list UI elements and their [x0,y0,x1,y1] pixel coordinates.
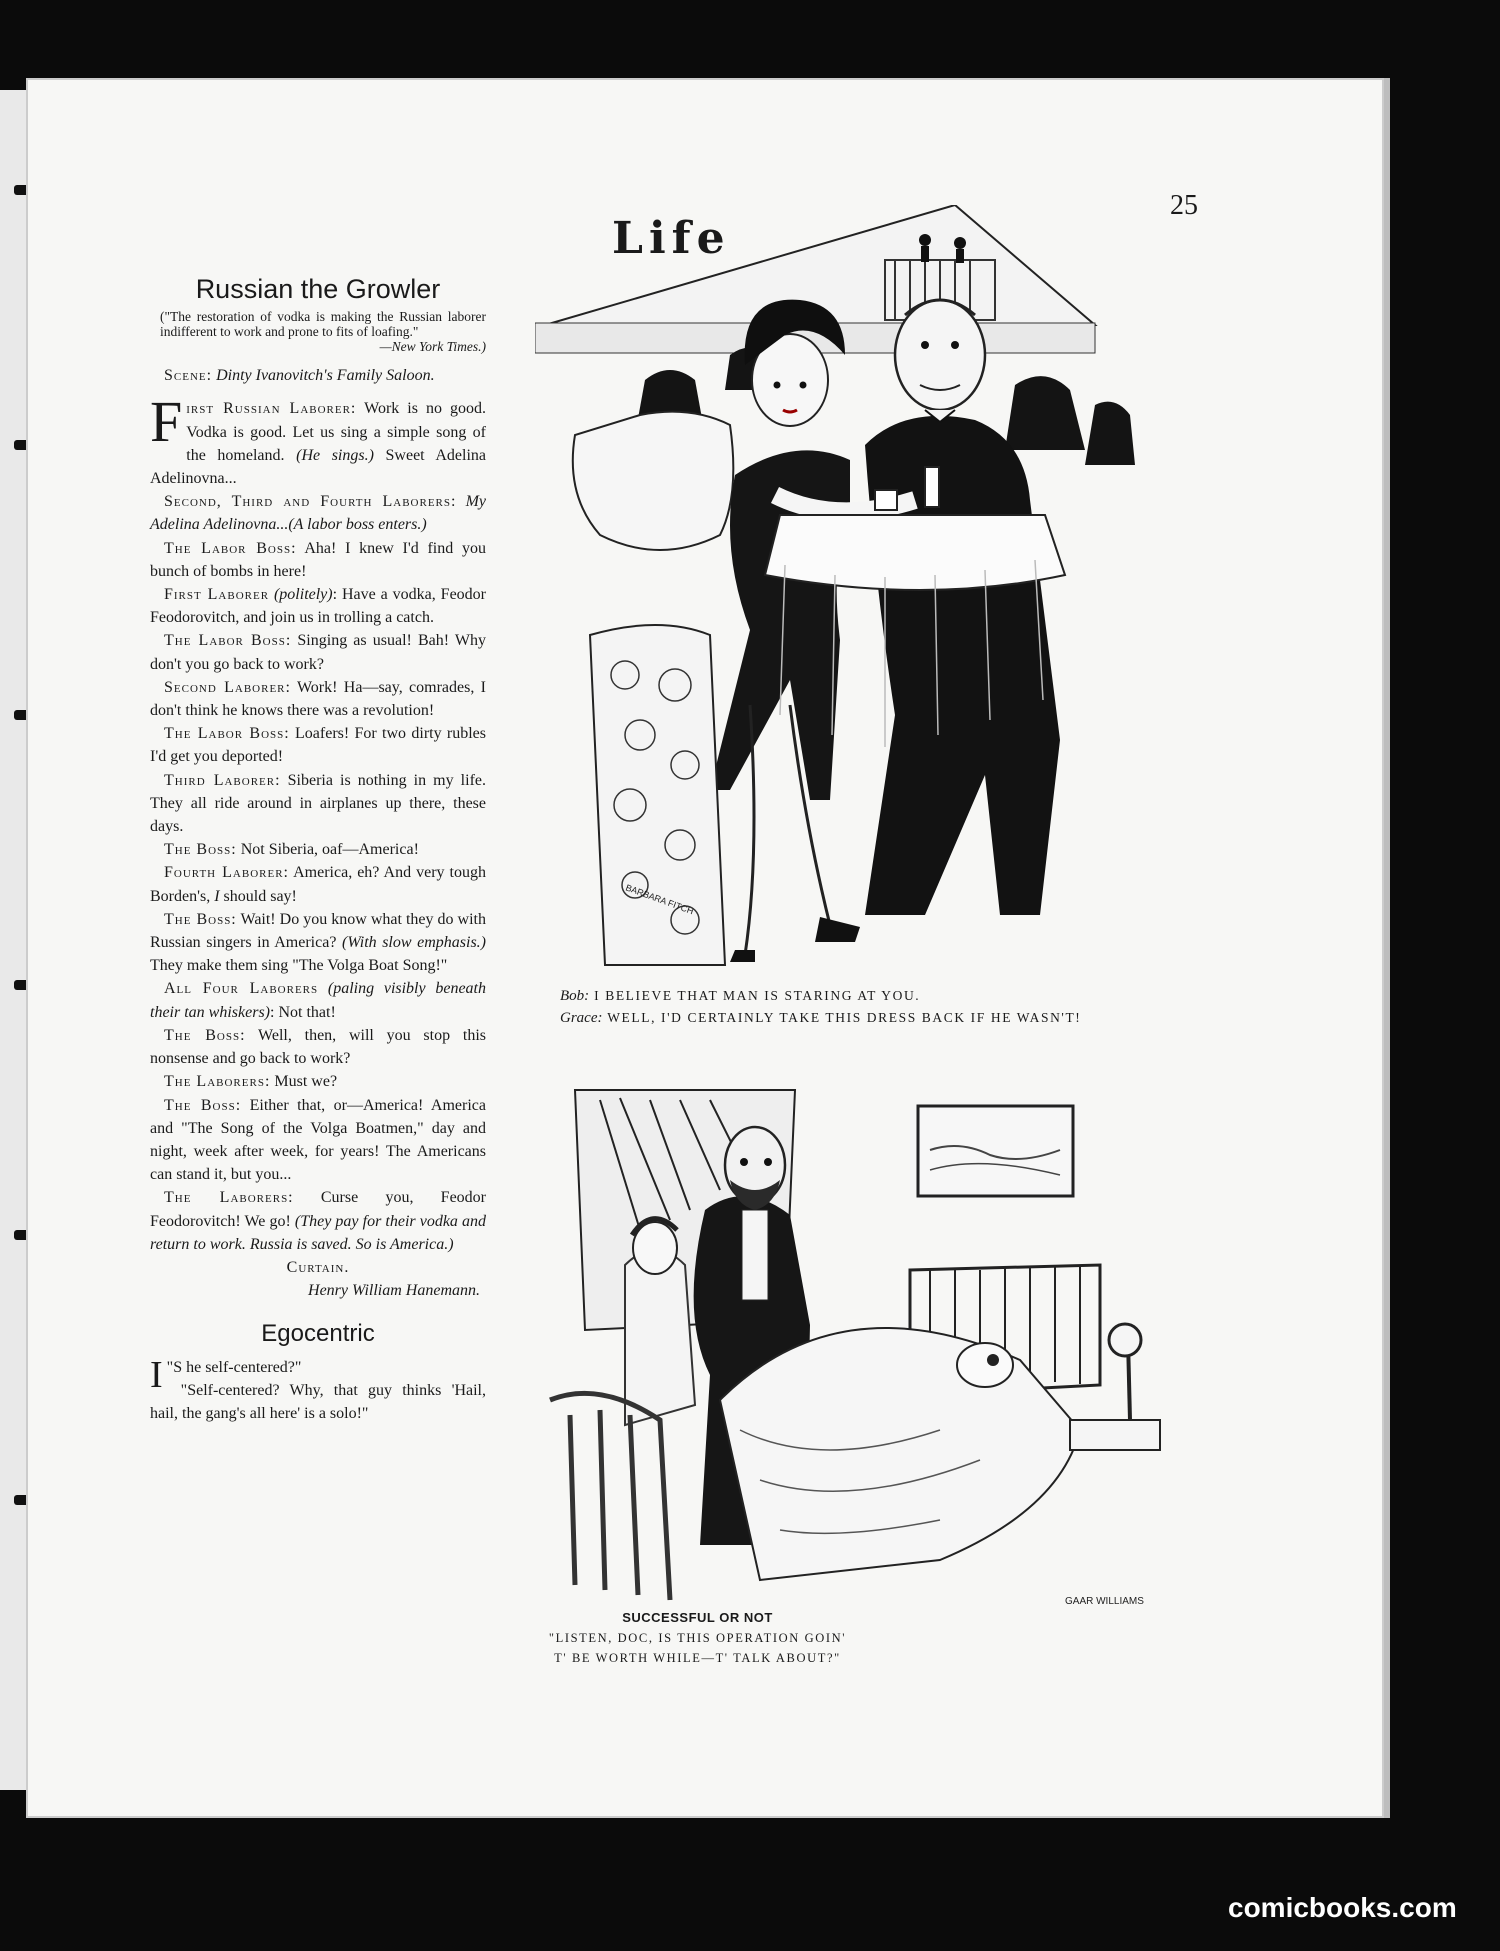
epigraph-source: —New York Times.) [379,339,486,355]
speaker-name: First Laborer [164,586,270,604]
scene-label: Scene: [164,367,213,385]
speaker-name: The Boss: [164,1026,246,1044]
caption-line-bob [560,985,1200,1007]
line-text: They make them sing "The Volga Boat Song!" [150,957,448,975]
scene-line [150,364,486,387]
dialogue [150,389,487,1256]
stage-direction: (politely) [273,586,333,604]
caption-text: I BELIEVE THAT MAN IS STARING AT YOU. [594,988,921,1003]
dialogue-line [150,583,486,629]
dialogue-line [150,861,486,907]
artist-signature-2: GAAR WILLIAMS [1065,1596,1144,1607]
dialogue-line [150,389,487,490]
text-column [150,270,486,1425]
line-text: Sweet Adelina Adelinovna... [150,446,486,488]
speaker-name: irst Russian Laborer: [186,400,357,418]
speaker-name: The Laborers: [164,1189,294,1207]
dialogue-line [150,490,486,536]
masthead: Life [612,213,731,264]
cartoon2-caption [545,1608,850,1668]
cartoon2-caption-text: "LISTEN, DOC, IS THIS OPERATION GOIN' T' BE WORTH WHILE—T' TALK ABOUT?" [548,1631,847,1665]
curtain: Curtain. [286,1258,350,1276]
line-text: Singing as usual! Bah! Why don't you go back to work? [150,632,486,673]
line-text: Siberia is nothing in my life. They all ride around in airplanes up there, these days. [150,771,487,836]
patient-head [957,1343,1013,1387]
bedside-table [1070,1420,1160,1450]
stage-direction: My Adelina Adelinovna...(A labor boss enters.) [150,493,487,534]
egocentric-line-2: "Self-centered? Why, that guy thinks 'Hail, hail, the gang's all here' is a solo!" [150,1381,486,1422]
dialogue-line [150,1070,486,1093]
speaker-name: The Labor Boss: [164,539,297,557]
stage-direction: (They pay for their vodka and return to work. Russia is saved. So is America.) [150,1212,487,1253]
line-text: Well, then, will you stop this nonsense and go back to work? [150,1026,487,1068]
dialogue-line [150,722,486,768]
speaker-name: The Boss: [164,841,237,859]
line-text [456,493,465,510]
line-text: : Not that! [270,1003,336,1021]
table [765,515,1065,590]
patterned-chair [590,625,725,965]
line-text: Curse you, Feodor Feodorovitch! We go! [150,1189,487,1230]
stage-direction: I [214,887,220,905]
article-title: Russian the Growler [195,274,441,304]
line-text: Work! Ha—say, comrades, I don't think he knows there was a revolution! [150,678,487,720]
stage-direction: (With slow emphasis.) [341,934,486,952]
epigraph-quote: ("The restoration of vodka is making the Russian laborer indifferent to work and prone to fits of loafing." [160,309,486,340]
bed-covers [720,1328,1080,1580]
cartoon1-caption [560,985,1200,1029]
dialogue-line [150,977,486,1023]
man-face [895,300,985,410]
line-text: should say! [219,887,297,905]
drop-cap: I [150,1353,163,1396]
egocentric-text-1: "S he self-centered?" [166,1358,302,1376]
dialogue-line [150,1186,486,1256]
line-text [318,980,328,997]
speaker-name: The Labor Boss: [164,632,292,650]
line-text: Wait! Do you know what they do with Russian singers in America? [150,910,487,952]
line-text: Not Siberia, oaf—America! [236,841,419,859]
dialogue-line [150,769,486,839]
dialogue-line [150,537,486,583]
speaker-name: The Boss: [164,1096,242,1114]
bed-footboard [550,1393,670,1600]
nurse [625,1250,695,1425]
dialogue-line [150,629,486,675]
speaker-name: The Boss: [164,910,237,928]
caption-line-grace [560,1007,1200,1029]
caption-speaker: Grace: [560,1010,603,1026]
wall-picture [918,1106,1073,1196]
stage-direction: (He sings.) [296,446,374,464]
drop-cap: F [150,389,183,455]
speaker-name: Second Laborer: [164,678,291,696]
page-edge [1384,78,1390,1818]
artist-signature-1: BARBARA FITCH [624,882,695,917]
egocentric-article [150,1322,486,1425]
line-text: Work is no good. Vodka is good. Let us sing a simple song of the homeland. [186,400,487,464]
speaker-name: Second, Third and Fourth Laborers: [164,493,457,511]
dialogue-line [150,908,486,978]
line-text: Must we? [270,1073,338,1091]
speaker-name: All Four Laborers [164,980,319,998]
watermark: comicbooks.com [1228,1892,1457,1923]
page-number: 25 [1170,190,1198,221]
dialogue-line [150,1094,486,1187]
cartoon2-title: SUCCESSFUL OR NOT [622,1610,773,1625]
binding-spine [0,90,28,1790]
line-text: Either that, or—America! America and "The Song of the Volga Boatmen," day and night, week after week, for years! The Americans can stand it, but you... [150,1096,487,1184]
lamp-icon [1109,1324,1141,1356]
stage-direction: (paling visibly beneath their tan whiskers) [150,980,487,1021]
speaker-name: The Labor Boss: [164,725,290,743]
article-title-egocentric: Egocentric [261,1320,375,1348]
speaker-name: Fourth Laborer: [164,864,289,882]
dialogue-line [150,838,486,861]
scene-text: Dinty Ivanovitch's Family Saloon. [216,367,435,385]
epigraph [150,309,486,354]
speaker-name: The Laborers: [164,1073,271,1091]
restaurant-cartoon [535,205,1210,975]
author-byline: Henry William Hanemann. [308,1282,480,1300]
egocentric-line-1 [150,1353,486,1396]
hospital-cartoon [530,1070,1230,1610]
line-text: America, eh? And very tough Borden's, [150,864,486,905]
caption-text: WELL, I'D CERTAINLY TAKE THIS DRESS BACK IF HE WASN'T! [607,1010,1082,1025]
line-text: : Have a vodka, Feodor Feodorovitch, and join us in trolling a catch. [150,586,486,627]
line-text: Aha! I knew I'd find you bunch of bombs in here! [150,539,486,580]
speaker-name: Third Laborer: [164,771,281,789]
line-text: Loafers! For two dirty rubles I'd get you deported! [150,725,486,766]
dialogue-line [150,1024,486,1070]
caption-speaker: Bob: [560,988,590,1004]
dialogue-line [150,676,486,722]
